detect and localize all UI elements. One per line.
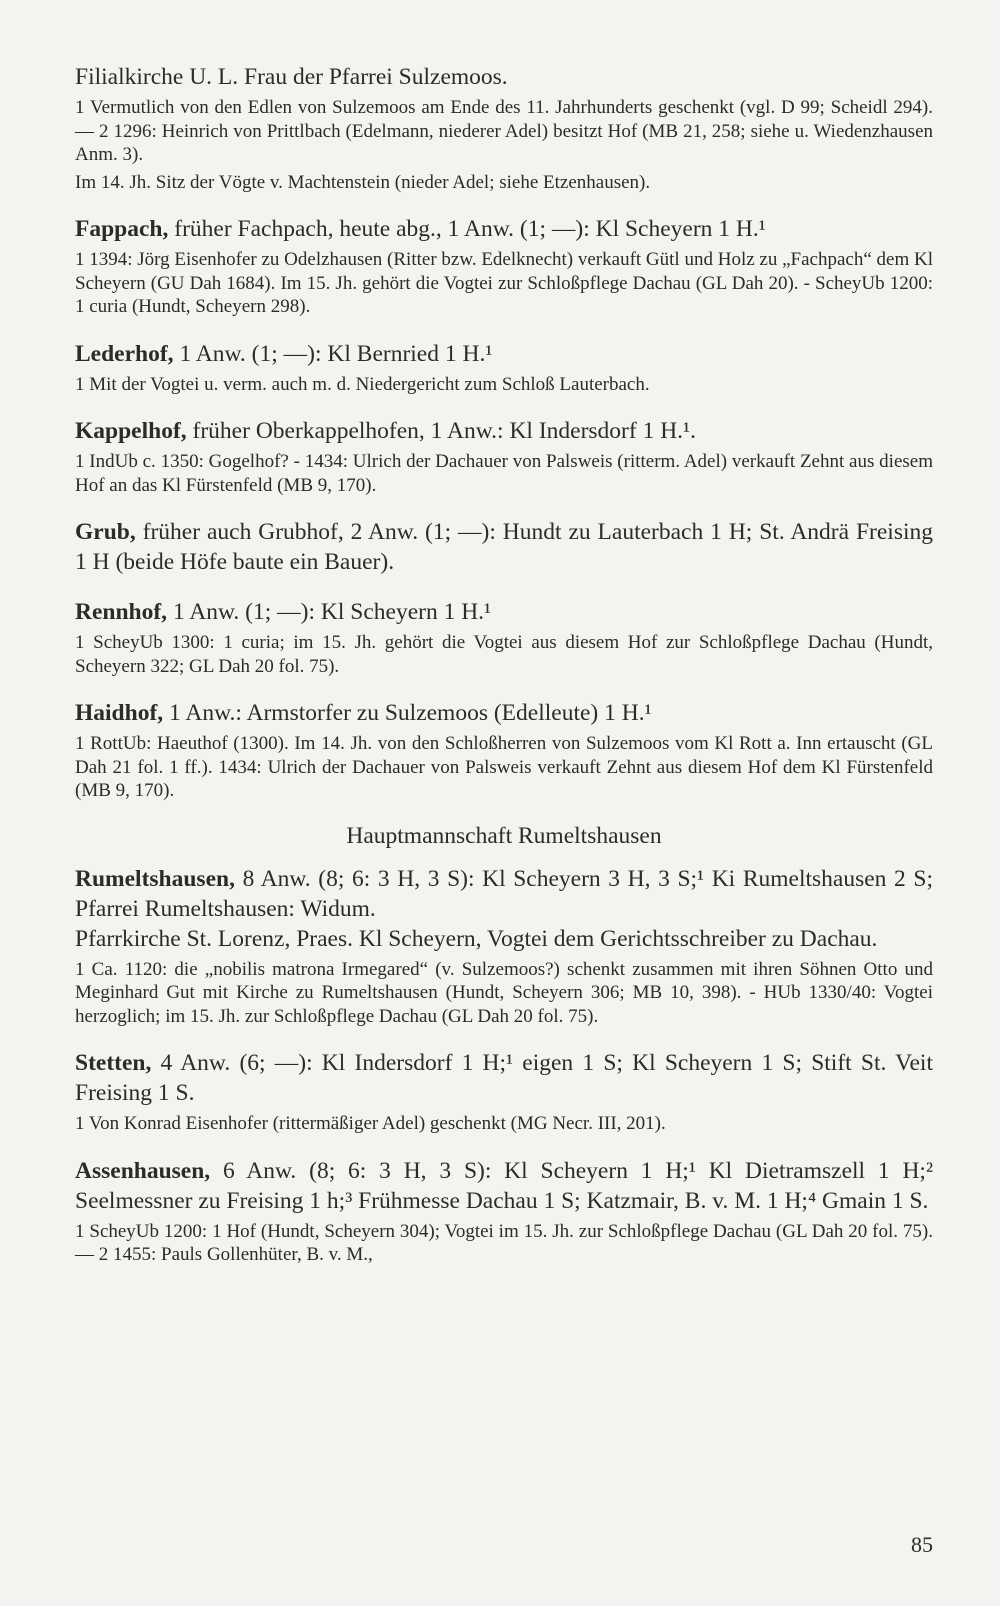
footnote: 1 Vermutlich von den Edlen von Sulzemoos am Ende des 11. Jahrhunderts geschenkt (vgl. D 99; Scheidl 294). — 2 1296: Heinrich von Prittlbach (Edelmann, niederer Adel) besitzt Hof (MB 21, 258; siehe u. Wiedenzhausen Anm. 3). — [75, 97, 933, 165]
entry — [75, 864, 933, 1029]
entry-text: 1 Anw. (1; —): Kl Bernried 1 H.¹ — [173, 340, 493, 367]
entry — [75, 1048, 933, 1136]
place-headword: Kappelhof, — [75, 418, 187, 444]
entry-main-text — [75, 597, 933, 627]
entry-main-text — [75, 1156, 933, 1216]
entry-text: 8 Anw. (8; 6: 3 H, 3 S): Kl Scheyern 3 H, 3 S;¹ Ki Rumeltshausen 2 S; Pfarrei Rumeltshausen: Widum. — [75, 865, 933, 922]
place-headword: Assenhausen, — [75, 1157, 211, 1184]
entry-main-text — [75, 416, 933, 446]
place-headword: Haidhof, — [75, 700, 164, 726]
footnote: 1 RottUb: Haeuthof (1300). Im 14. Jh. von den Schloßherren von Sulzemoos vom Kl Rott a. Inn ertauscht (GL Dah 21 fol. 1 ff.). 1434: Ulrich der Dachauer von Palsweis verkauft Zehnt aus diesem Hof dem Kl Fürstenfeld (MB 9, 170). — [75, 733, 933, 801]
entries-bottom — [75, 864, 933, 1267]
entry — [75, 214, 933, 319]
place-headword: Grub, — [75, 519, 136, 545]
entry — [75, 339, 933, 397]
page-number: 85 — [911, 1532, 933, 1557]
entry — [75, 416, 933, 497]
footnote: 1 Von Konrad Eisenhofer (rittermäßiger Adel) geschenkt (MG Necr. III, 201). — [75, 1113, 666, 1134]
entry — [75, 517, 933, 577]
footnote: 1 ScheyUb 1200: 1 Hof (Hundt, Scheyern 304); Vogtei im 15. Jh. zur Schloßpflege Dachau (GL Dah 20 fol. 75). — 2 1455: Pauls Gollenhüter, B. v. M., — [75, 1220, 933, 1265]
entry-main-text — [75, 62, 933, 92]
section-title: Hauptmannschaft Rumeltshausen — [346, 822, 662, 849]
footnote: 1 1394: Jörg Eisenhofer zu Odelzhausen (Ritter bzw. Edelknecht) verkauft Gütl und Holz zu „Fachpach“ dem Kl Scheyern (GU Dah 1684). Im 15. Jh. gehört die Vogtei zur Schloßpflege Dachau (GL Dah 20). - ScheyUb 1200: 1 curia (Hundt, Scheyern 298). — [75, 249, 933, 317]
entry — [75, 597, 933, 678]
entry-text: 6 Anw. (8; 6: 3 H, 3 S): Kl Scheyern 1 H;¹ Kl Dietramszell 1 H;² Seelmessner zu Freising 1 h;³ Frühmesse Dachau 1 S; Katzmair, B. v. M. 1 H;⁴ Gmain 1 S. — [75, 1157, 933, 1214]
entry-text: 1 Anw.: Armstorfer zu Sulzemoos (Edelleute) 1 H.¹ — [163, 700, 652, 726]
entry-text: früher auch Grubhof, 2 Anw. (1; —): Hundt zu Lauterbach 1 H; St. Andrä Freising 1 H (beide Höfe baute ein Bauer). — [75, 519, 933, 575]
entry-main-text — [75, 698, 933, 728]
entry — [75, 1156, 933, 1267]
entry-main-text — [75, 864, 933, 924]
entry-main-text — [75, 214, 933, 244]
place-headword: Fappach, — [75, 216, 169, 242]
entry-text: früher Oberkappelhofen, 1 Anw.: Kl Indersdorf 1 H.¹. — [186, 418, 696, 444]
entry-text: früher Fachpach, heute abg., 1 Anw. (1; —): Kl Scheyern 1 H.¹ — [168, 216, 766, 242]
entry-text: Filialkirche U. L. Frau der Pfarrei Sulzemoos. — [75, 64, 508, 90]
entry — [75, 62, 933, 194]
footnote: 1 Ca. 1120: die „nobilis matrona Irmegared“ (v. Sulzemoos?) schenkt zusammen mit ihren Söhnen Otto und Meginhard Gut mit Kirche zu Rumeltshausen (Hundt, Scheyern 306; MB 10, 398). - HUb 1330/40: Vogtei herzoglich; im 15. Jh. zur Schloßpflege Dachau (GL Dah 20 fol. 75). — [75, 958, 933, 1027]
entry-main-text: Pfarrkirche St. Lorenz, Praes. Kl Scheyern, Vogtei dem Gerichtsschreiber zu Dachau. — [75, 925, 878, 952]
footnote: 1 Mit der Vogtei u. verm. auch m. d. Niedergericht zum Schloß Lauterbach. — [75, 373, 650, 395]
entry-main-text — [75, 339, 933, 369]
footnote: 1 ScheyUb 1300: 1 curia; im 15. Jh. gehört die Vogtei aus diesem Hof zur Schloßpflege Dachau (Hundt, Scheyern 322; GL Dah 20 fol. 75). — [75, 632, 933, 677]
entry-text: 1 Anw. (1; —): Kl Scheyern 1 H.¹ — [167, 599, 492, 625]
footnote: 1 IndUb c. 1350: Gogelhof? - 1434: Ulrich der Dachauer von Palsweis (ritterm. Adel) verkauft Zehnt aus diesem Hof an das Kl Fürstenfeld (MB 9, 170). — [75, 451, 933, 496]
entry-main-text — [75, 517, 933, 577]
place-headword: Rumeltshausen, — [75, 865, 235, 892]
entries-top — [75, 62, 933, 803]
place-headword: Lederhof, — [75, 340, 174, 367]
entry-text: 4 Anw. (6; —): Kl Indersdorf 1 H;¹ eigen 1 S; Kl Scheyern 1 S; Stift St. Veit Freising 1 S. — [75, 1050, 933, 1106]
place-headword: Rennhof, — [75, 599, 168, 625]
footnote: Im 14. Jh. Sitz der Vögte v. Machtenstein (nieder Adel; siehe Etzenhausen). — [75, 171, 651, 193]
entry — [75, 698, 933, 803]
place-headword: Stetten, — [75, 1050, 152, 1076]
page-content — [75, 62, 933, 1287]
entry-main-text — [75, 1048, 933, 1108]
